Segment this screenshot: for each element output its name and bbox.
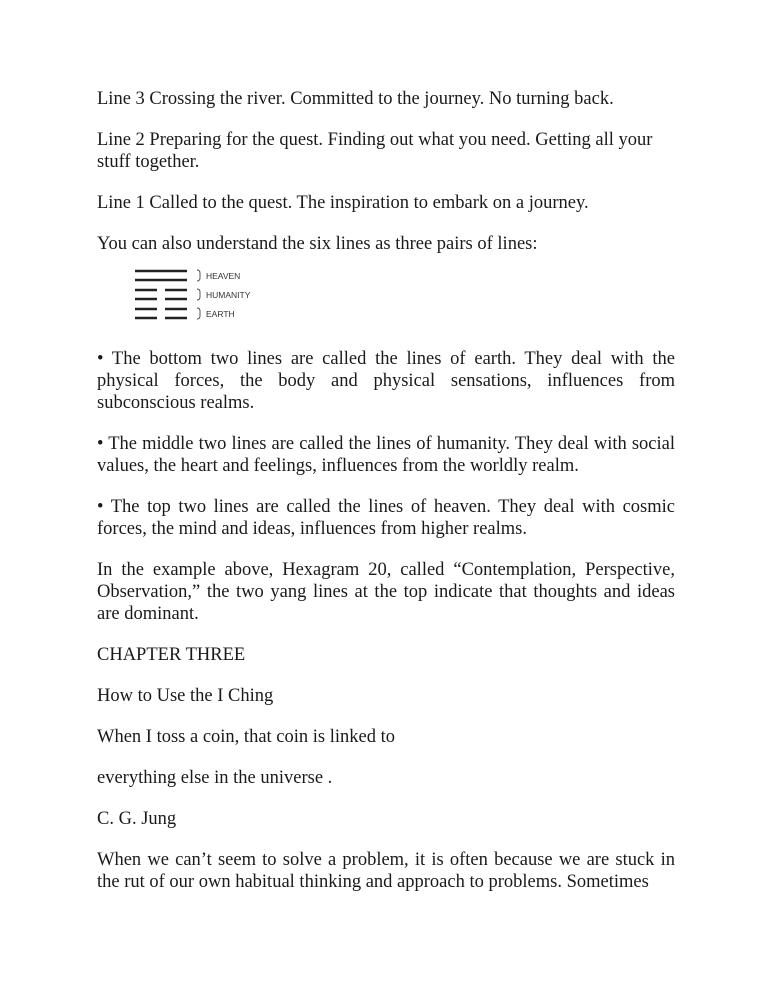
paragraph-pairs-intro: You can also understand the six lines as three pairs of lines: xyxy=(97,234,538,254)
paragraph-line-3: Line 3 Crossing the river. Committed to the journey. No turning back. xyxy=(97,89,614,109)
quote-line-1: When I toss a coin, that coin is linked to xyxy=(97,727,395,747)
document-page xyxy=(97,88,675,912)
paragraph-closing: When we can’t seem to solve a problem, it is often because we are stuck in the rut of our own habitual thinking and approach to problems. Sometimes xyxy=(97,850,675,892)
hexagram-braces xyxy=(197,270,200,319)
paragraph-example: In the example above, Hexagram 20, called “Contemplation, Perspective, Observation,” the two yang lines at the top indicate that thoughts and ideas are dominant. xyxy=(97,560,675,624)
brace-heaven xyxy=(197,270,200,281)
label-humanity: HUMANITY xyxy=(206,290,251,300)
chapter-title: How to Use the I Ching xyxy=(97,686,274,706)
bullet-heaven: • The top two lines are called the lines of heaven. They deal with cosmic forces, the mind and ideas, influences from higher realms. xyxy=(97,497,675,539)
brace-humanity xyxy=(197,289,200,300)
hexagram-lines xyxy=(135,271,187,318)
quote-author: C. G. Jung xyxy=(97,809,177,829)
paragraph-line-2: Line 2 Preparing for the quest. Finding out what you need. Getting all your stuff together. xyxy=(97,130,653,172)
label-heaven: HEAVEN xyxy=(206,271,241,281)
brace-earth xyxy=(197,308,200,319)
chapter-heading: CHAPTER THREE xyxy=(97,645,246,665)
bullet-earth: • The bottom two lines are called the lines of earth. They deal with the physical forces, the body and physical sensations, influences from subconscious realms. xyxy=(97,349,675,413)
paragraph-line-1: Line 1 Called to the quest. The inspiration to embark on a journey. xyxy=(97,193,589,213)
bullet-humanity: • The middle two lines are called the lines of humanity. They deal with social values, the heart and feelings, influences from the worldly realm. xyxy=(97,434,675,476)
label-earth: EARTH xyxy=(206,309,235,319)
quote-line-2: everything else in the universe . xyxy=(97,768,333,788)
hexagram-svg xyxy=(135,268,335,328)
hexagram-diagram xyxy=(97,268,675,328)
